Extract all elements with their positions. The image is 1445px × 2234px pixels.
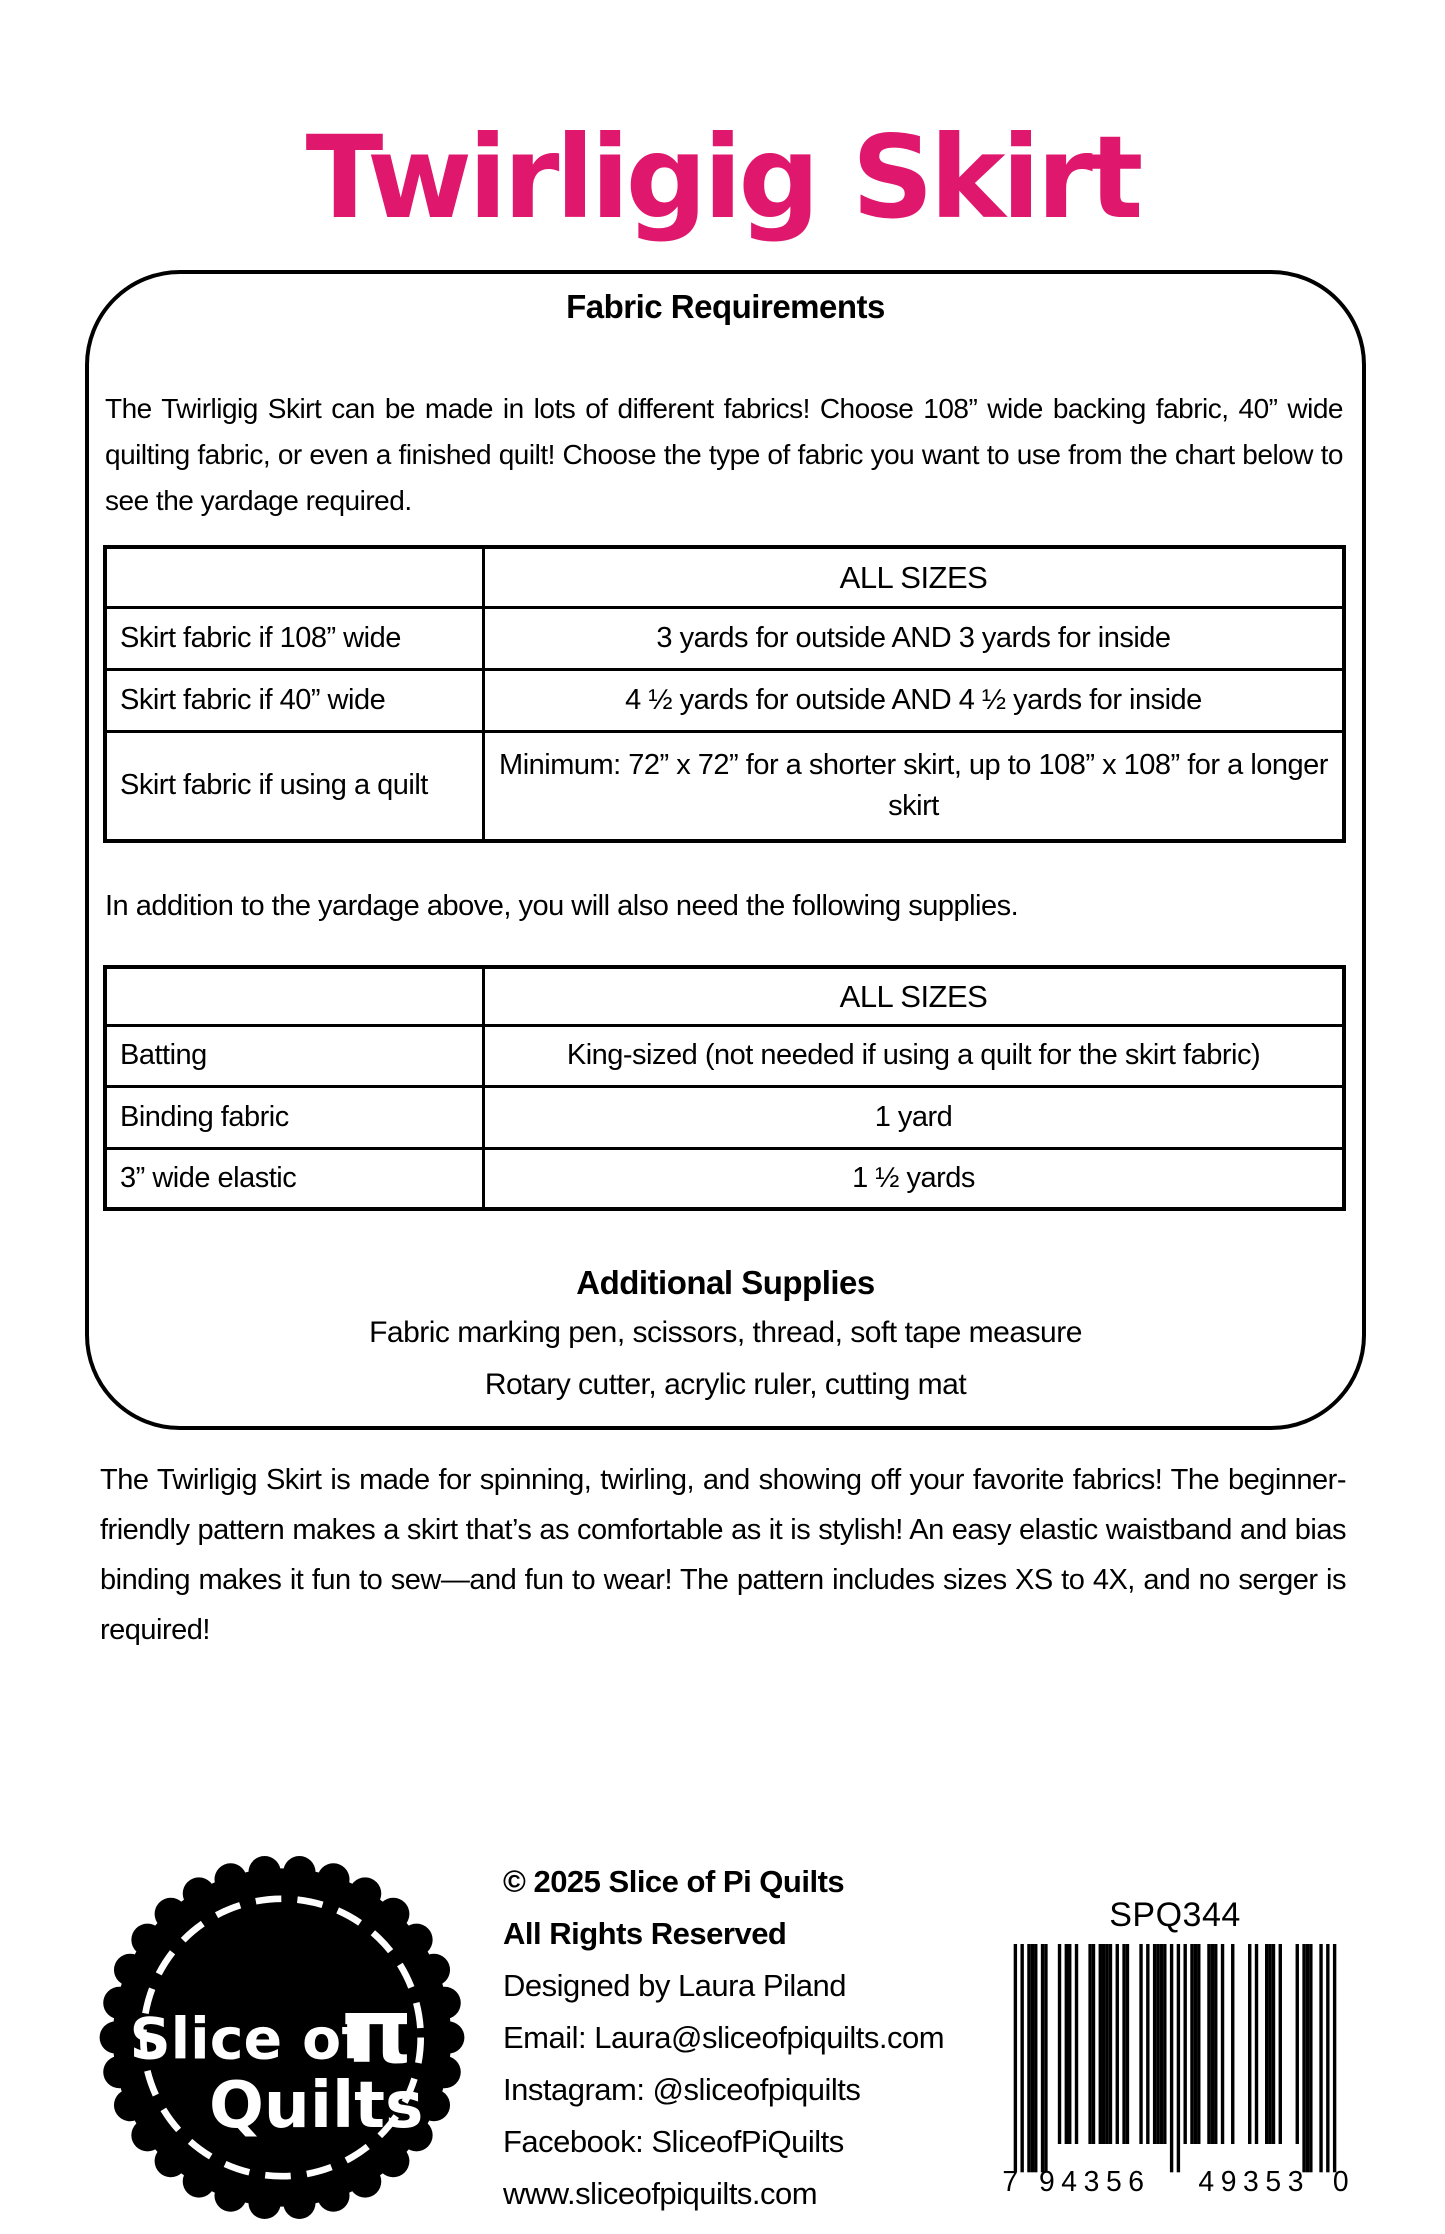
fabric-yardage-table — [103, 545, 1346, 843]
fabric-requirements-box — [85, 270, 1366, 1430]
additional-supplies-heading: Additional Supplies — [576, 1264, 875, 1301]
table-row — [105, 669, 1344, 731]
sku-label: SPQ344 — [1109, 1896, 1241, 1934]
additional-supplies-line: Fabric marking pen, scissors, thread, soft tape measure — [369, 1316, 1082, 1349]
facebook-line: Facebook: SliceofPiQuilts — [503, 2124, 844, 2159]
barcode-digit-group1: 94356 — [1038, 2165, 1151, 2194]
barcode-digit-right: 0 — [1332, 2165, 1349, 2194]
table-header-row — [105, 547, 1344, 607]
corner-cell — [105, 967, 484, 1025]
page-title: Twirligig Skirt — [305, 111, 1140, 244]
table-row — [105, 1025, 1344, 1086]
row-label: 3” wide elastic — [105, 1148, 484, 1209]
corner-cell — [105, 547, 484, 607]
barcode-bars — [1014, 1944, 1337, 2172]
row-label: Skirt fabric if 40” wide — [105, 669, 484, 731]
website-line: www.sliceofpiquilts.com — [503, 2176, 818, 2211]
logo-text-slice-of: Slice of — [129, 2006, 366, 2073]
logo-pi-symbol: π — [341, 1980, 413, 2085]
supplies-note: In addition to the yardage above, you will also need the following supplies. — [105, 890, 1019, 922]
row-value: 1 ½ yards — [484, 1148, 1345, 1209]
row-value: 1 yard — [484, 1086, 1345, 1148]
rights-line: All Rights Reserved — [503, 1916, 787, 1951]
email-line: Email: Laura@sliceofpiquilts.com — [503, 2020, 945, 2055]
all-sizes-header: ALL SIZES — [484, 547, 1345, 607]
row-value: Minimum: 72” x 72” for a shorter skirt, up to 108” x 108” for a longer skirt — [484, 731, 1345, 841]
logo-text-quilts: Quilts — [208, 2067, 424, 2143]
designed-by-line: Designed by Laura Piland — [503, 1968, 847, 2003]
description-paragraph: The Twirligig Skirt is made for spinning, twirling, and showing off your favorite fabrics! The beginner-friendly pattern makes a skirt that’s as comfortable as it is stylish! An easy elastic waistband and bias binding makes it fun to sew—and fun to wear! The pattern includes sizes XS to 4X, and no serger is required! — [100, 1464, 1346, 1646]
row-value: 3 yards for outside AND 3 yards for inside — [484, 607, 1345, 669]
barcode-digit-group2: 49353 — [1198, 2165, 1311, 2194]
publisher-contact-block — [503, 1856, 944, 2220]
table-row — [105, 607, 1344, 669]
barcode-digit-left: 7 — [1002, 2165, 1019, 2194]
table-row — [105, 1148, 1344, 1209]
copyright-line: © 2025 Slice of Pi Quilts — [503, 1864, 845, 1899]
row-label: Binding fabric — [105, 1086, 484, 1148]
upc-barcode — [1000, 1944, 1350, 2194]
supplies-table — [103, 965, 1346, 1211]
all-sizes-header: ALL SIZES — [484, 967, 1345, 1025]
table-header-row — [105, 967, 1344, 1025]
row-value: 4 ½ yards for outside AND 4 ½ yards for inside — [484, 669, 1345, 731]
row-value: King-sized (not needed if using a quilt for the skirt fabric) — [484, 1025, 1345, 1086]
additional-supplies-line: Rotary cutter, acrylic ruler, cutting mat — [484, 1368, 967, 1401]
intro-paragraph: The Twirligig Skirt can be made in lots of different fabrics! Choose 108” wide backing fabric, 40” wide quilting fabric, or even a finished quilt! Choose the type of fabric you want to use from the chart below to see the yardage required. — [105, 393, 1343, 516]
row-label: Skirt fabric if 108” wide — [105, 607, 484, 669]
row-label: Batting — [105, 1025, 484, 1086]
fabric-requirements-heading: Fabric Requirements — [566, 288, 885, 325]
instagram-line: Instagram: @sliceofpiquilts — [503, 2072, 861, 2107]
slice-of-pi-quilts-logo — [92, 1845, 472, 2230]
table-row — [105, 1086, 1344, 1148]
row-label: Skirt fabric if using a quilt — [105, 731, 484, 841]
table-row — [105, 731, 1344, 841]
